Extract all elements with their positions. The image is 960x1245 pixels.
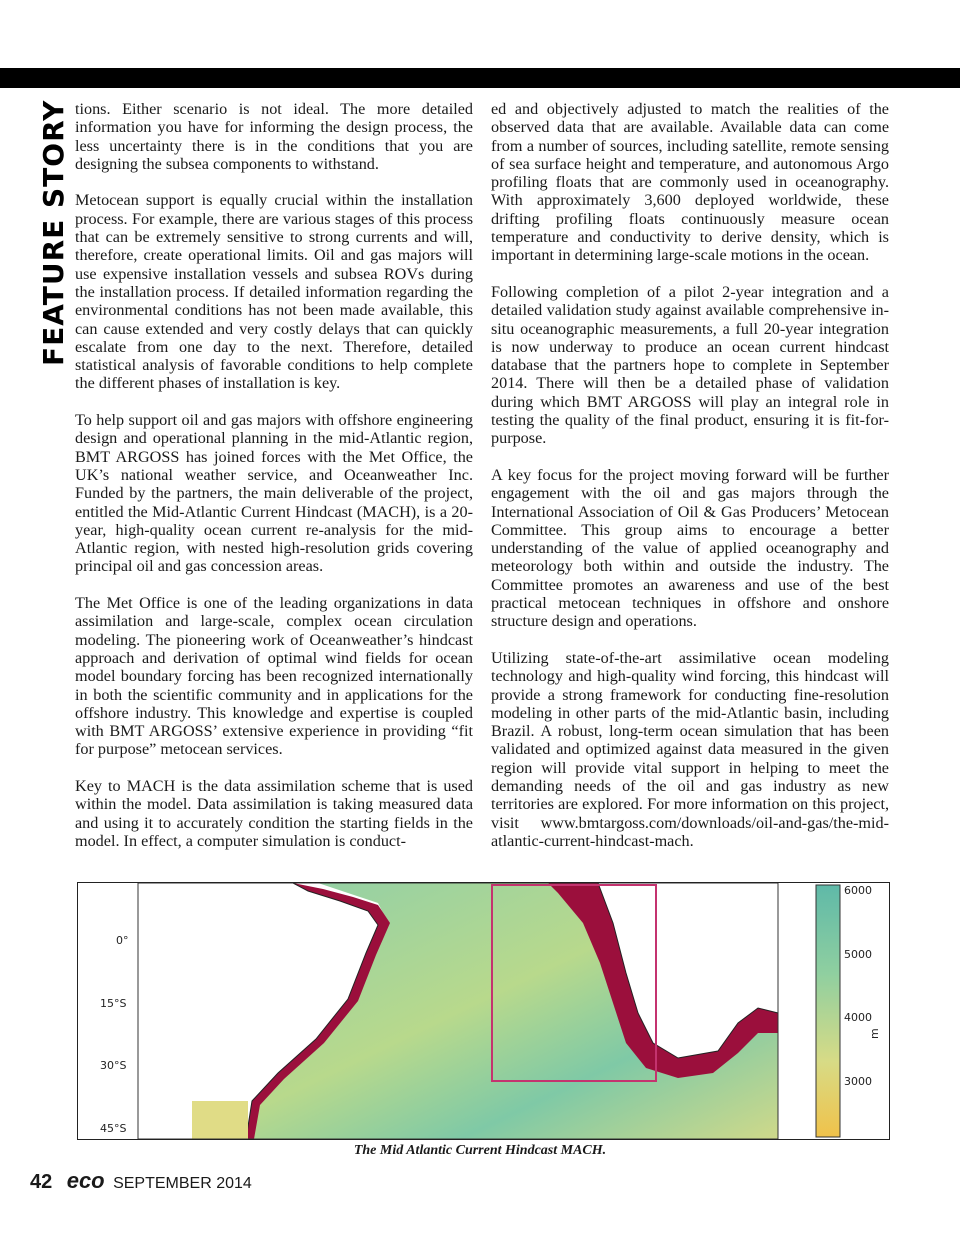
paragraph: tions. Either scenario is not ideal. The more detailed information you have for informing the design process, the less uncertainty there is in the conditions that you are designing the subsea components to withstand. — [75, 100, 473, 173]
paragraph: A key focus for the project moving forward will be further engagement with the oil and gas majors through the International Association of Oil & Gas Producers’ Metocean Committee. This group aims to encourage a better understanding of the value of applied oceanography and meteorology both within and outside the industry. The Committee promotes an awareness and use of the best practical metocean techniques in offshore and onshore structure design and operations. — [491, 465, 889, 631]
top-rule — [0, 68, 960, 88]
paragraph: Utilizing state-of-the-art assimilative ocean modeling technology and high-quality wind forcing, this hindcast will provide a strong framework for conducting fine-resolution modeling in other parts of the mid-Atlantic basin, including Brazil. A robust, long-term ocean simulation that has been validated and optimized against data measured in the given region will provide vital support in helping to meet the demanding needs of the oil and gas industry as new territories are explored. For more information on this project, visit www.bmtargoss.com/downloads/oil-and-gas/the-mid-atlantic-current-hindcast-mach. — [491, 648, 889, 850]
lat-label: 0° — [116, 934, 129, 947]
lat-label: 45°S — [100, 1122, 127, 1135]
page-number: 42 — [30, 1171, 53, 1193]
paragraph: Key to MACH is the data assimilation scheme that is used within the model. Data assimilation is taking measured data and using it to accurately condition the starting fields in the model. In effect, a computer simulation is conduct- — [75, 776, 473, 850]
right-column — [491, 100, 889, 868]
paragraph: ed and objectively adjusted to match the realities of the observed data that are available. Available data can come from a number of sources, including satellite, remote sensing of sea surface height and temperature, and autonomous Argo profiling floats that are commonly used in oceanography. With approximately 3,600 deployed worldwide, these drifting profiling floats continuously measure ocean temperature and conductivity to derive density, which is important in determining large-scale motions in the ocean. — [491, 100, 889, 265]
paragraph: The Met Office is one of the leading organizations in data assimilation and large-scale, complex ocean circulation modeling. The pioneering work of Oceanweather’s hindcast approach and derivation of optimal wind fields for ocean model boundary forcing has been recognized internationally in both the scientific community and in applications for the offshore industry. This knowledge and expertise is coupled with BMT ARGOSS’ extensive experience in providing “fit for purpose” metocean services. — [75, 594, 473, 759]
section-label: FEATURE STORY — [37, 99, 70, 366]
page-footer — [30, 1168, 252, 1194]
colorbar — [816, 885, 840, 1137]
paragraph: Metocean support is equally crucial within the installation process. For example, there are various stages of this process that can be extremely sensitive to strong currents and will, therefore, create operational limits. Oil and gas majors will use expensive installation vessels and subsea ROVs during the installation process. If detailed information regarding the environmental conditions has not been made available, this can cause extended and very costly delays that can quickly escalate from one day to the next. Therefore, detailed statistical analysis of favorable conditions to help complete the different phases of installation is key. — [75, 191, 473, 393]
lat-label: 15°S — [100, 997, 127, 1010]
issue-date: SEPTEMBER 2014 — [113, 1175, 252, 1192]
lat-label: 30°S — [100, 1059, 127, 1072]
paragraph: Following completion of a pilot 2-year integration and a detailed validation study against available comprehensive in-situ oceanographic measurements, a full 20-year integration is now underway to produce an ocean current hindcast database that the partners hope to complete in September 2014. There will then be a detailed phase of validation during which BMT ARGOSS will play an integral role in testing the quality of the final product, ensuring it is fit-for-purpose. — [491, 282, 889, 448]
left-column — [75, 100, 473, 868]
colorbar-tick: 4000 — [844, 1011, 872, 1024]
magazine-logo: eco — [66, 1168, 105, 1193]
colorbar-tick: 3000 — [844, 1075, 872, 1088]
colorbar-tick: 5000 — [844, 948, 872, 961]
colorbar-tick: 6000 — [844, 884, 872, 897]
coastal-patch — [192, 1101, 248, 1139]
ocean-map — [78, 883, 889, 1139]
colorbar-unit: m — [868, 1028, 881, 1039]
map-figure — [77, 882, 890, 1140]
figure-caption: The Mid Atlantic Current Hindcast MACH. — [353, 1143, 607, 1158]
paragraph: To help support oil and gas majors with offshore engineering design and operational planning in the mid-Atlantic region, BMT ARGOSS has joined forces with the Met Office, the UK’s national weather service, and Oceanweather Inc. Funded by the partners, the main deliverable of the project, entitled the Mid-Atlantic Current Hindcast (MACH), is a 20-year, high-quality ocean current re-analysis for the mid-Atlantic region, with nested high-resolution grids covering principal oil and gas concession areas. — [75, 411, 473, 576]
